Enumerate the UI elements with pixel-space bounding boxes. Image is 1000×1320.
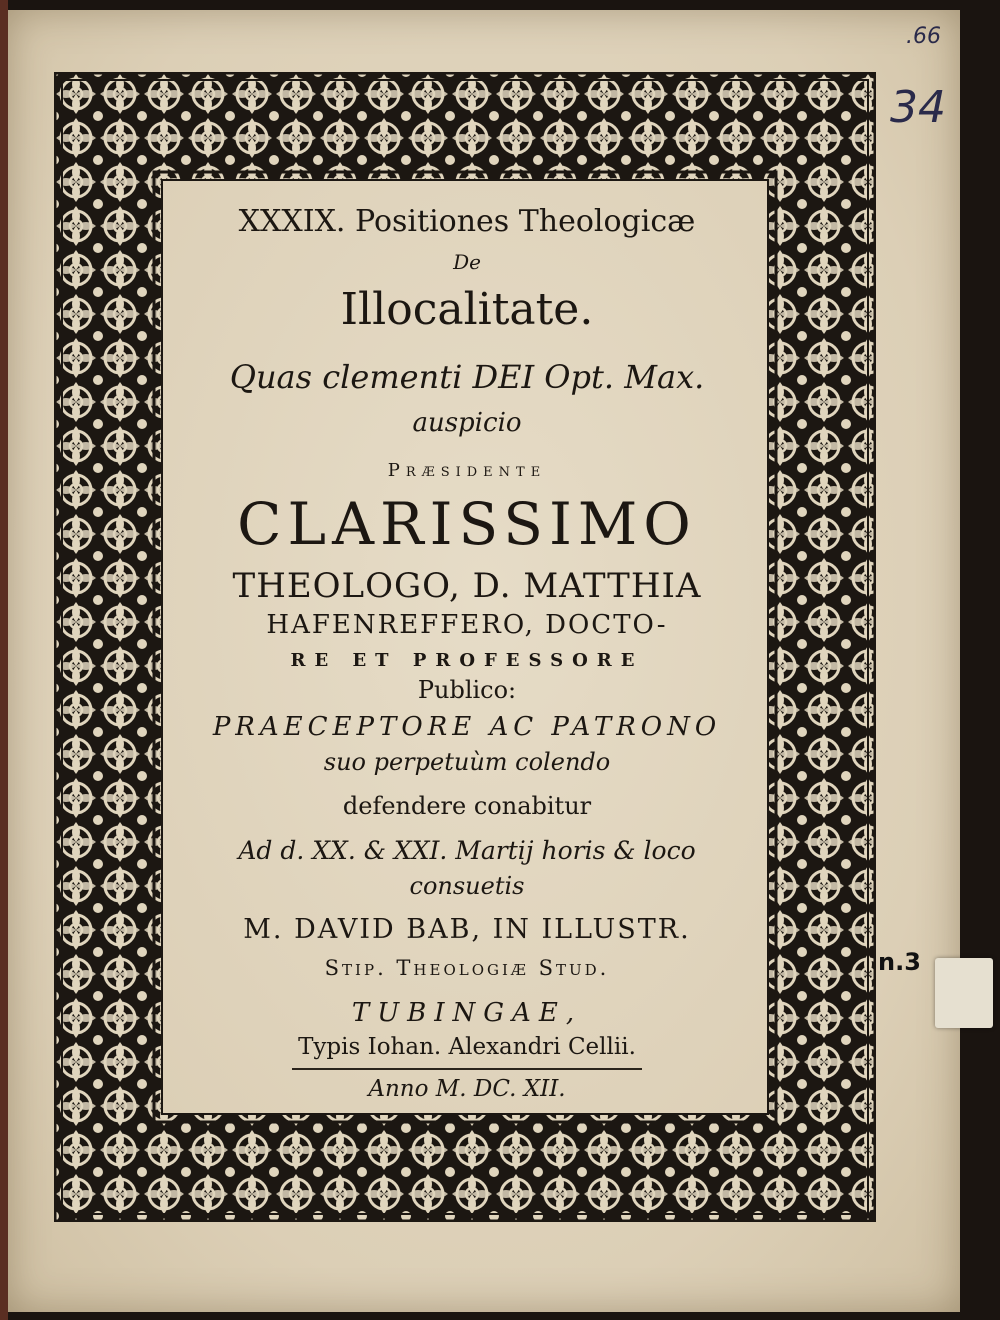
place-line: TUBINGAE, — [351, 998, 583, 1028]
dedication-line: Quas clementi DEI Opt. Max. — [229, 358, 705, 396]
clarissimo-line: CLARISSIMO — [237, 490, 697, 558]
binding-edge — [0, 0, 8, 1320]
date-line: Ad d. XX. & XXI. Martij horis & loco — [238, 836, 696, 865]
handwritten-number: 34 — [890, 82, 946, 133]
printer-line: Typis Iohan. Alexandri Cellii. — [298, 1034, 636, 1060]
title-page — [8, 10, 960, 1312]
publico-line: Publico: — [417, 676, 517, 704]
professore-line: RE ET PROFESSORE — [290, 650, 644, 671]
colendo-line: suo perpetuùm colendo — [323, 748, 611, 776]
theologo-line: THEOLOGO, D. MATTHIA — [232, 566, 702, 606]
title-subject: Illocalitate. — [340, 284, 594, 335]
consuetis-line: consuetis — [409, 872, 525, 900]
praeceptore-line: PRAECEPTORE AC PATRONO — [212, 712, 722, 742]
respondent-line: M. DAVID BAB, IN ILLUSTR. — [243, 914, 691, 945]
auspicio-line: auspicio — [412, 408, 522, 438]
divider-rule — [292, 1068, 642, 1070]
year-line: Anno M. DC. XII. — [368, 1076, 566, 1102]
title-positiones: XXXIX. Positiones Theologicæ — [238, 204, 696, 239]
margin-mark: n.3 — [878, 948, 921, 976]
hafenreffero-line: HAFENREFFERO, DOCTO- — [266, 610, 668, 640]
title-text-panel — [176, 188, 758, 1116]
paper-tab — [935, 958, 993, 1028]
shelf-mark-small: .66 — [906, 24, 941, 49]
praesidente-line: Præsidente — [387, 460, 547, 481]
defendere-line: defendere conabitur — [342, 792, 592, 820]
stipendium-line: Stip. Theologiæ Stud. — [324, 956, 610, 980]
background-edge — [960, 0, 1000, 1320]
title-de: De — [453, 250, 481, 274]
